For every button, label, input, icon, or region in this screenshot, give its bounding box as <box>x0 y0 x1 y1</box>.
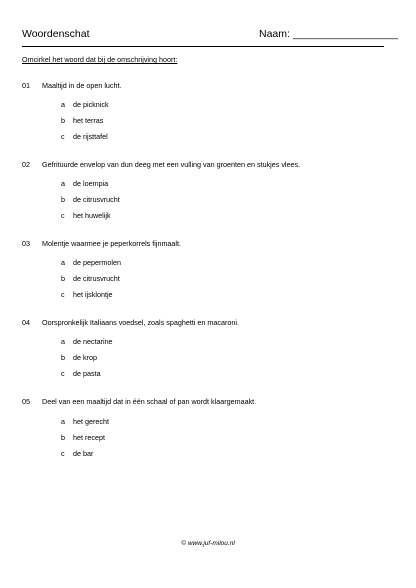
question-text: Oorspronkelijk Italiaans voedsel, zoals spaghetti en macaroni. <box>42 318 239 327</box>
question-number: 04 <box>22 318 30 327</box>
option-text: het gerecht <box>73 417 109 426</box>
question-03 <box>22 239 181 248</box>
page-title: Woordenschat <box>22 28 90 40</box>
option-letter: b <box>61 353 65 362</box>
option-text: de loempia <box>73 179 109 188</box>
question-05 <box>22 397 256 406</box>
question-number: 03 <box>22 239 30 248</box>
option-letter: c <box>61 211 65 220</box>
option-text: het huwelijk <box>73 211 111 220</box>
option-text: het recept <box>73 433 105 442</box>
option-text: het terras <box>73 116 104 125</box>
option-text: de citrusvrucht <box>73 195 120 204</box>
question-number: 02 <box>22 160 30 169</box>
option-01c[interactable] <box>61 132 108 141</box>
option-letter: c <box>61 290 65 299</box>
option-letter: a <box>61 417 65 426</box>
option-text: de rijsttafel <box>73 132 108 141</box>
option-03a[interactable] <box>61 258 121 267</box>
option-letter: a <box>61 179 65 188</box>
question-02 <box>22 160 300 169</box>
question-01 <box>22 81 122 90</box>
option-letter: b <box>61 195 65 204</box>
option-01b[interactable] <box>61 116 103 125</box>
option-04a[interactable] <box>61 337 113 346</box>
instruction-text: Omcirkel het woord dat bij de omschrijving hoort: <box>22 55 178 64</box>
option-text: de pasta <box>73 369 101 378</box>
option-text: het ijsklontje <box>73 290 113 299</box>
option-05b[interactable] <box>61 433 105 442</box>
option-letter: b <box>61 274 65 283</box>
option-text: de pepermolen <box>73 258 121 267</box>
option-letter: a <box>61 100 65 109</box>
question-number: 01 <box>22 81 30 90</box>
option-05c[interactable] <box>61 449 93 458</box>
question-text: Gefrituurde envelop van dun deeg met een vulling van groenten en stukjes vlees. <box>42 160 301 169</box>
option-04b[interactable] <box>61 353 97 362</box>
option-letter: b <box>61 433 65 442</box>
option-letter: c <box>61 449 65 458</box>
option-text: de krop <box>73 353 97 362</box>
option-letter: a <box>61 258 65 267</box>
option-03b[interactable] <box>61 274 120 283</box>
question-text: Deel van een maaltijd dat in één schaal of pan wordt klaargemaakt. <box>42 397 257 406</box>
option-02b[interactable] <box>61 195 120 204</box>
option-text: de bar <box>73 449 94 458</box>
question-text: Molentje waarmee je peperkorrels fijnmaalt. <box>42 239 182 248</box>
footer-credit: © www.juf-milou.nl <box>181 540 235 547</box>
option-text: de citrusvrucht <box>73 274 120 283</box>
option-letter: b <box>61 116 65 125</box>
option-letter: c <box>61 369 65 378</box>
question-04 <box>22 318 239 327</box>
option-05a[interactable] <box>61 417 109 426</box>
option-text: de picknick <box>73 100 109 109</box>
option-text: de nectarine <box>73 337 113 346</box>
option-letter: c <box>61 132 65 141</box>
option-04c[interactable] <box>61 369 101 378</box>
option-03c[interactable] <box>61 290 113 299</box>
option-01a[interactable] <box>61 100 109 109</box>
question-text: Maaltijd in de open lucht. <box>42 81 122 90</box>
option-02c[interactable] <box>61 211 111 220</box>
option-02a[interactable] <box>61 179 108 188</box>
question-number: 05 <box>22 397 30 406</box>
option-letter: a <box>61 337 65 346</box>
name-field: Naam: __________________ <box>259 28 398 40</box>
header-divider <box>22 46 384 47</box>
